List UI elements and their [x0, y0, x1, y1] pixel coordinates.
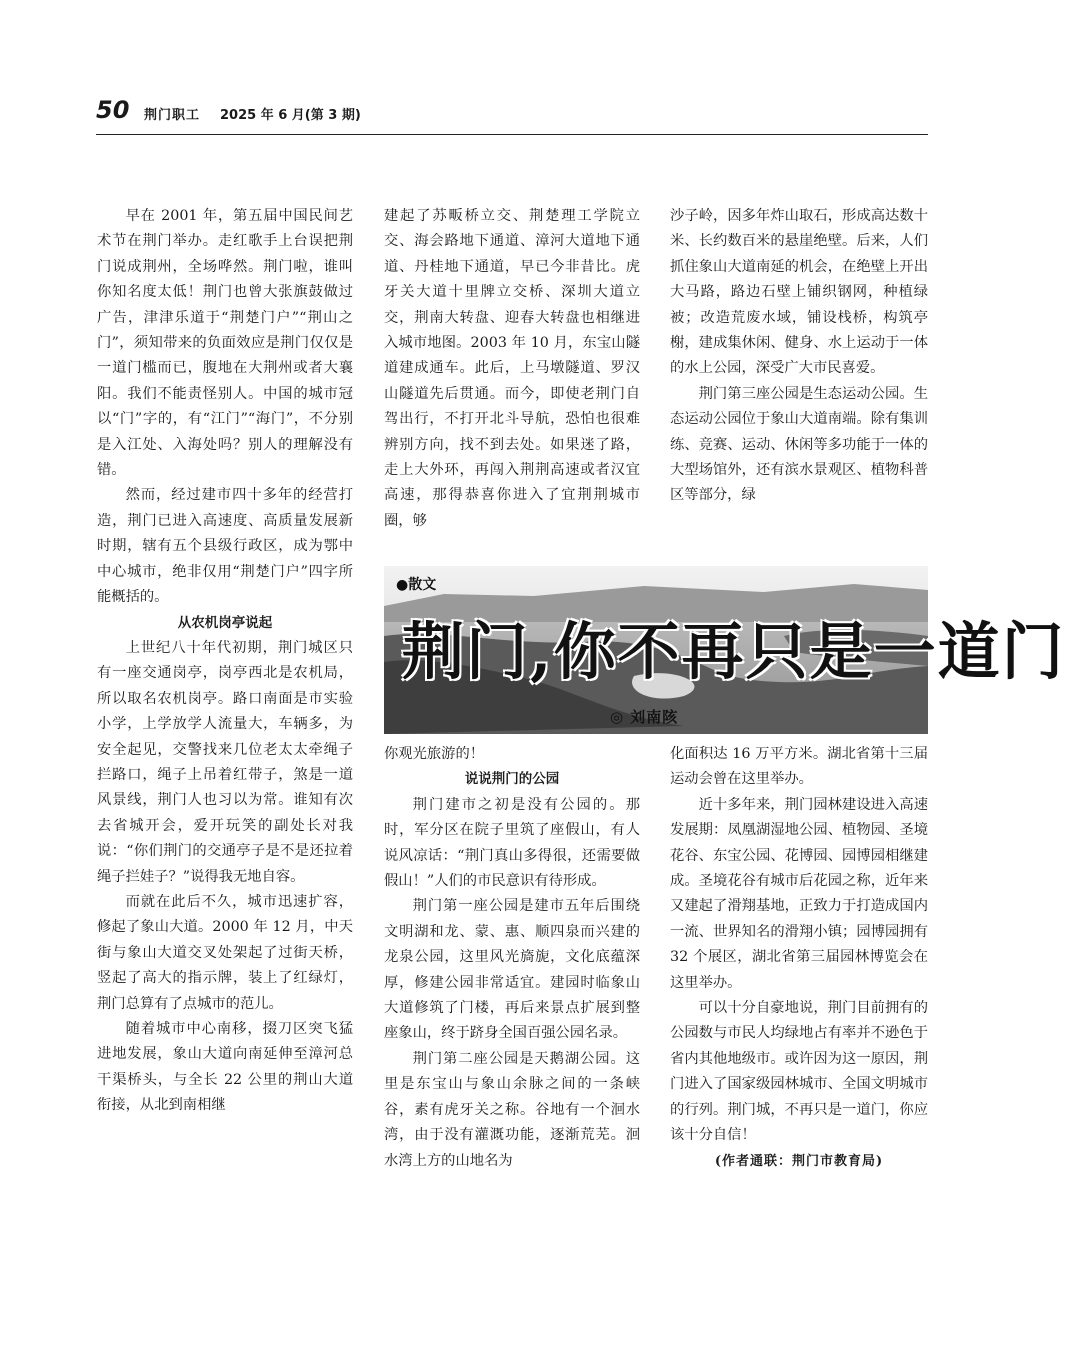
column-1: [97, 204, 353, 1119]
column-2-bottom: [384, 742, 640, 1174]
paragraph: 荆门第一座公园是建市五年后围绕文明湖和龙、蒙、惠、顺四泉而兴建的龙泉公园，这里风光旖旎，文化底蕴深厚，修建公园非常适宜。建园时临象山大道修筑了门楼，再后来景点扩展到整座象山，终于跻身全国百强公园名录。: [384, 898, 640, 1042]
paragraph: 然而，经过建市四十多年的经营打造，荆门已进入高速度、高质量发展新时期，辖有五个县级行政区，成为鄂中中心城市，绝非仅用“荆楚门户”四字所能概括的。: [97, 487, 353, 606]
page-header: [96, 92, 928, 132]
page-number: 50: [96, 96, 130, 124]
paragraph: 随着城市中心南移，掇刀区突飞猛进地发展，象山大道向南延伸至漳河总干渠桥头，与全长 22 公里的荆山大道衔接，从北到南相继: [97, 1021, 353, 1114]
issue-date: 2025 年 6 月(第 3 期): [220, 108, 361, 123]
journal-name: 荆门职工: [144, 108, 201, 123]
column-2-top: [384, 204, 640, 534]
genre-tag: ●散文: [396, 577, 437, 593]
article-title-banner: [384, 566, 1066, 734]
paragraph: 荆门第二座公园是天鹅湖公园。这里是东宝山与象山余脉之间的一条峡谷，素有虎牙关之称。谷地有一个洄水湾，由于没有灌溉功能，逐渐荒芜。洄水湾上方的山地名为: [384, 1050, 640, 1169]
header-rule: [96, 134, 928, 135]
paragraph: 荆门第三座公园是生态运动公园。生态运动公园位于象山大道南端。除有集训练、竞赛、运动、休闲等多功能于一体的大型场馆外，还有滨水景观区、植物科普区等部分，绿: [670, 385, 928, 504]
article-title: 荆门,你不再只是一道门: [402, 615, 1066, 688]
section-heading: 说说荆门的公园: [464, 771, 560, 788]
column-3-bottom: [670, 742, 928, 1174]
paragraph: 荆门建市之初是没有公园的。那时，军分区在院子里筑了座假山，有人说风凉话：“荆门真山多得很，还需要做假山！”人们的市民意识有待形成。: [384, 796, 640, 890]
section-heading: 从农机岗亭说起: [177, 614, 273, 631]
paragraph: 近十多年来，荆门园林建设进入高速发展期：凤凰湖湿地公园、植物园、圣境花谷、东宝公园、花博园、园博园相继建成。圣境花谷有城市后花园之称，近年来又建起了滑翔基地，正致力于打造成国内一流、世界知名的滑翔小镇；园博园拥有 32 个展区，湖北省第三届园林博览会在这里举办。: [670, 796, 928, 991]
paragraph: 你观光旅游的！: [384, 746, 485, 762]
author-name: ◎ 刘南陔: [610, 708, 679, 726]
paragraph: 早在 2001 年，第五届中国民间艺术节在荆门举办。走红歌手上台误把荆门说成荆州，全场哗然。荆门啦，谁叫你知名度太低！荆门也曾大张旗鼓做过广告，津津乐道于“荆楚门户”“荆山之门”，须知带来的负面效应是荆门仅仅是一道门槛而已，腹地在大荆州或者大襄阳。我们不能责怪别人。中国的城市冠以“门”字的，有“江门”“海门”，不分别是入江处、入海处吗？别人的理解没有错。: [97, 208, 353, 479]
paragraph: 可以十分自豪地说，荆门目前拥有的公园数与市民人均绿地占有率并不逊色于省内其他地级市。或许因为这一原因，荆门进入了国家级园林城市、全国文明城市的行列。荆门城，不再只是一道门，你应该十分自信！: [670, 1000, 928, 1144]
author-contact: (作者通联：荆门市教育局): [714, 1153, 884, 1169]
paragraph: 化面积达 16 万平方米。湖北省第十三届运动会曾在这里举办。: [670, 746, 928, 788]
paragraph: 上世纪八十年代初期，荆门城区只有一座交通岗亭，岗亭西北是农机局，所以取名农机岗亭。路口南面是市实验小学，上学放学人流量大，车辆多，为安全起见，交警找来几位老太太牵绳子拦路口，绳子上吊着红带子，煞是一道风景线，荆门人也习以为常。谁知有次去省城开会，爱开玩笑的副处长对我说：“你们荆门的交通亭子是不是还拉着绳子拦娃子？”说得我无地自容。: [97, 639, 353, 885]
column-3-top: [670, 204, 928, 509]
paragraph: 建起了苏畈桥立交、荆楚理工学院立交、海会路地下通道、漳河大道地下通道、丹桂地下通道，早已今非昔比。虎牙关大道十里牌立交桥、深圳大道立交，荆南大转盘、迎春大转盘也相继进入城市地图。2003 年 10 月，东宝山隧道建成通车。此后，上马墩隧道、罗汉山隧道先后贯通。而今，即使老荆门自驾出行，不打开北斗导航，恐怕也很难辨别方向，找不到去处。如果迷了路，走上大外环，再闯入荆荆高速或者汉宜高速，那得恭喜你进入了宜荆荆城市圈，够: [384, 208, 640, 529]
paragraph: 而就在此后不久，城市迅速扩容，修起了象山大道。2000 年 12 月，中天街与象山大道交叉处架起了过街天桥，竖起了高大的指示牌，装上了红绿灯，荆门总算有了点城市的范儿。: [97, 893, 353, 1012]
paragraph: 沙子岭，因多年炸山取石，形成高达数十米、长约数百米的悬崖绝壁。后来，人们抓住象山大道南延的机会，在绝壁上开出大马路，路边石壁上铺织钢网，种植绿被；改造荒废水域，铺设栈桥，构筑亭榭，建成集休闲、健身、水上运动于一体的水上公园，深受广大市民喜爱。: [670, 208, 928, 377]
